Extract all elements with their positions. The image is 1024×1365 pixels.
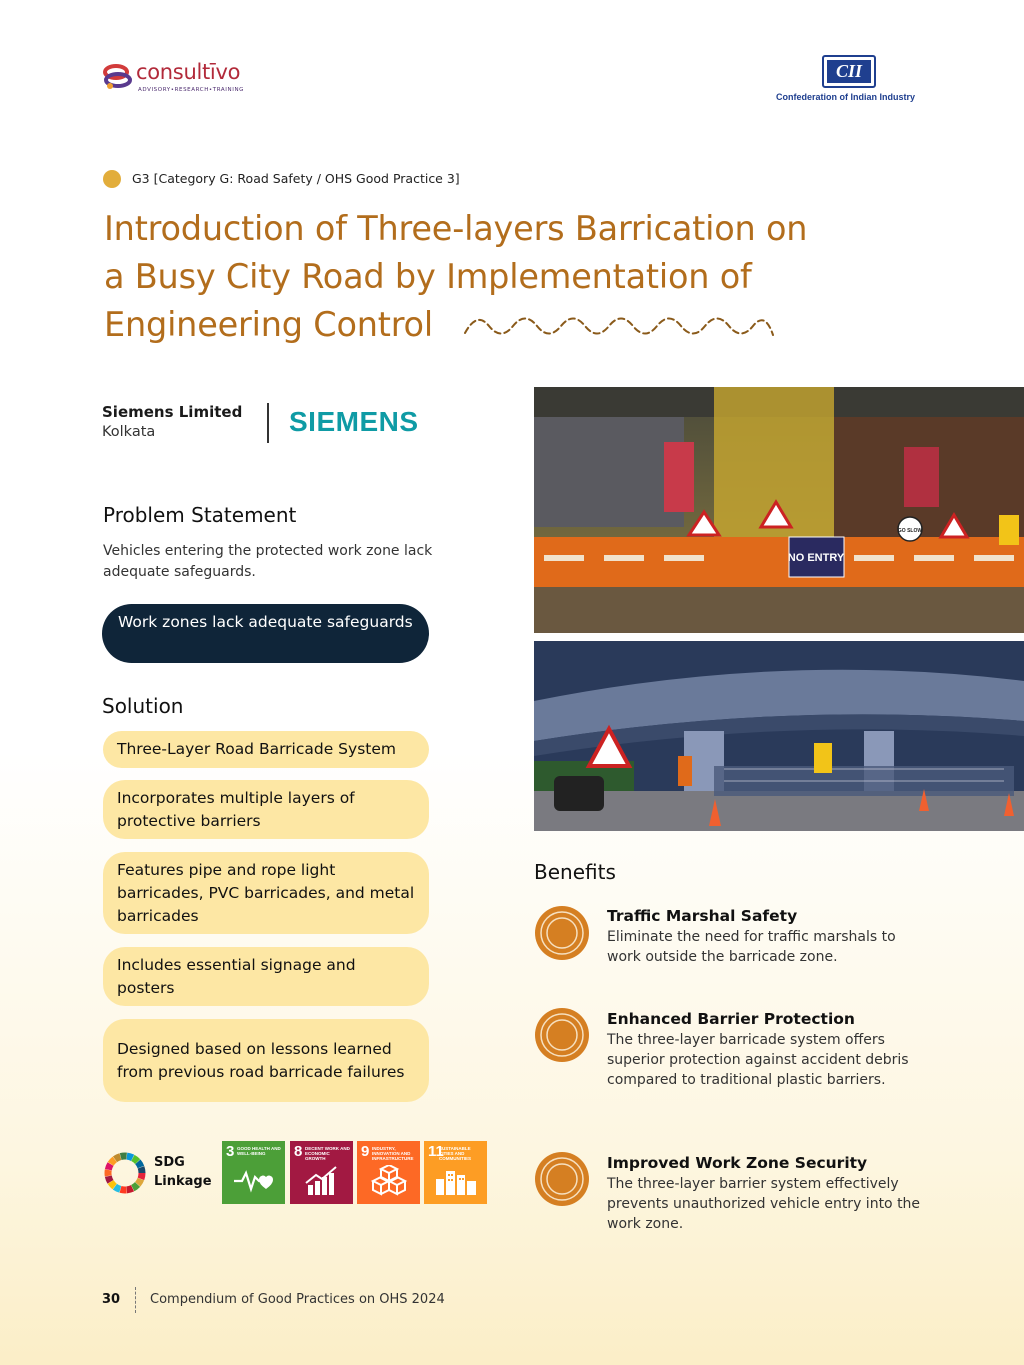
no-entry-sign: NO ENTRY xyxy=(787,552,845,564)
consultivo-mark-icon xyxy=(102,60,134,94)
sdg-number: 3 xyxy=(226,1143,235,1160)
problem-highlight-pill: Work zones lack adequate safeguards xyxy=(102,604,429,663)
benefit-bullet-icon xyxy=(534,1151,590,1207)
sdg-name: INDUSTRY, INNOVATION AND INFRASTRUCTURE xyxy=(372,1146,414,1161)
solution-item: Three-Layer Road Barricade System xyxy=(103,731,429,768)
cii-mark: CII xyxy=(827,60,871,83)
solution-item: Features pipe and rope light barricades, PVC barricades, and metal barricades xyxy=(103,852,429,934)
footer-title: Compendium of Good Practices on OHS 2024 xyxy=(150,1292,445,1307)
consultivo-logo xyxy=(102,58,252,98)
consultivo-wordmark: consultīvo xyxy=(136,60,241,84)
sdg-number: 11 xyxy=(428,1143,444,1160)
sdg-goal-3-tile xyxy=(222,1141,285,1204)
sdg-name: GOOD HEALTH AND WELL-BEING xyxy=(237,1146,281,1156)
cubes-icon xyxy=(367,1165,411,1197)
sdg-goal-11-tile xyxy=(424,1141,487,1204)
benefit-title: Improved Work Zone Security xyxy=(607,1154,868,1172)
page-number: 30 xyxy=(102,1292,121,1307)
cii-name: Confederation of Indian Industry xyxy=(776,92,915,102)
title-line: a Busy City Road by Implementation of xyxy=(104,257,752,296)
sdg-goal-8-tile xyxy=(290,1141,353,1204)
benefits-heading: Benefits xyxy=(534,860,616,884)
solution-item: Incorporates multiple layers of protective barriers xyxy=(103,780,429,839)
sdg-goal-9-tile xyxy=(357,1141,420,1204)
benefit-text: The three-layer barricade system offers superior protection against accident debris compared to traditional plastic barriers. xyxy=(607,1032,909,1088)
benefit-bullet-icon xyxy=(534,905,590,961)
sdg-wheel-icon xyxy=(103,1151,147,1195)
footer-divider xyxy=(135,1287,136,1313)
company-name: Siemens Limited xyxy=(102,403,243,421)
solution-item: Designed based on lessons learned from previous road barricade failures xyxy=(103,1019,429,1102)
benefit-title: Traffic Marshal Safety xyxy=(607,907,798,925)
benefit-text: Eliminate the need for traffic marshals to work outside the barricade zone. xyxy=(607,929,896,965)
decorative-wave-icon xyxy=(463,311,775,341)
barricade-night-photo xyxy=(534,387,1024,633)
go-slow-sign: GO SLOW xyxy=(897,528,923,534)
title-line: Introduction of Three-layers Barrication on xyxy=(104,209,808,248)
company-info xyxy=(102,403,242,440)
problem-text: Vehicles entering the protected work zone lack adequate safeguards. xyxy=(103,543,433,580)
benefit-text: The three-layer barrier system effectively prevents unauthorized vehicle entry into the work zone. xyxy=(607,1176,921,1232)
city-buildings-icon xyxy=(434,1165,478,1197)
siemens-logo: SIEMENS xyxy=(289,406,419,437)
heartbeat-icon xyxy=(232,1165,276,1195)
category-dot-icon xyxy=(103,170,121,188)
flyover-barricade-photo xyxy=(534,641,1024,831)
growth-chart-icon xyxy=(300,1165,344,1197)
cii-logo xyxy=(776,55,926,105)
sdg-number: 9 xyxy=(361,1143,370,1160)
company-city: Kolkata xyxy=(102,424,156,440)
divider xyxy=(267,403,269,443)
sdg-name: DECENT WORK AND ECONOMIC GROWTH xyxy=(305,1146,350,1161)
consultivo-tagline: ADVISORY•RESEARCH•TRAINING xyxy=(138,87,245,93)
sdg-label: SDG Linkage xyxy=(154,1155,212,1189)
solution-heading: Solution xyxy=(102,694,184,718)
benefit-title: Enhanced Barrier Protection xyxy=(607,1010,855,1028)
solution-item: Includes essential signage and posters xyxy=(103,947,429,1006)
sdg-number: 8 xyxy=(294,1143,303,1160)
problem-heading: Problem Statement xyxy=(103,503,297,527)
benefit-bullet-icon xyxy=(534,1007,590,1063)
sdg-name: SUSTAINABLE CITIES AND COMMUNITIES xyxy=(439,1146,471,1161)
title-line: Engineering Control xyxy=(104,305,433,344)
category-label: G3 [Category G: Road Safety / OHS Good Practice 3] xyxy=(132,171,460,186)
